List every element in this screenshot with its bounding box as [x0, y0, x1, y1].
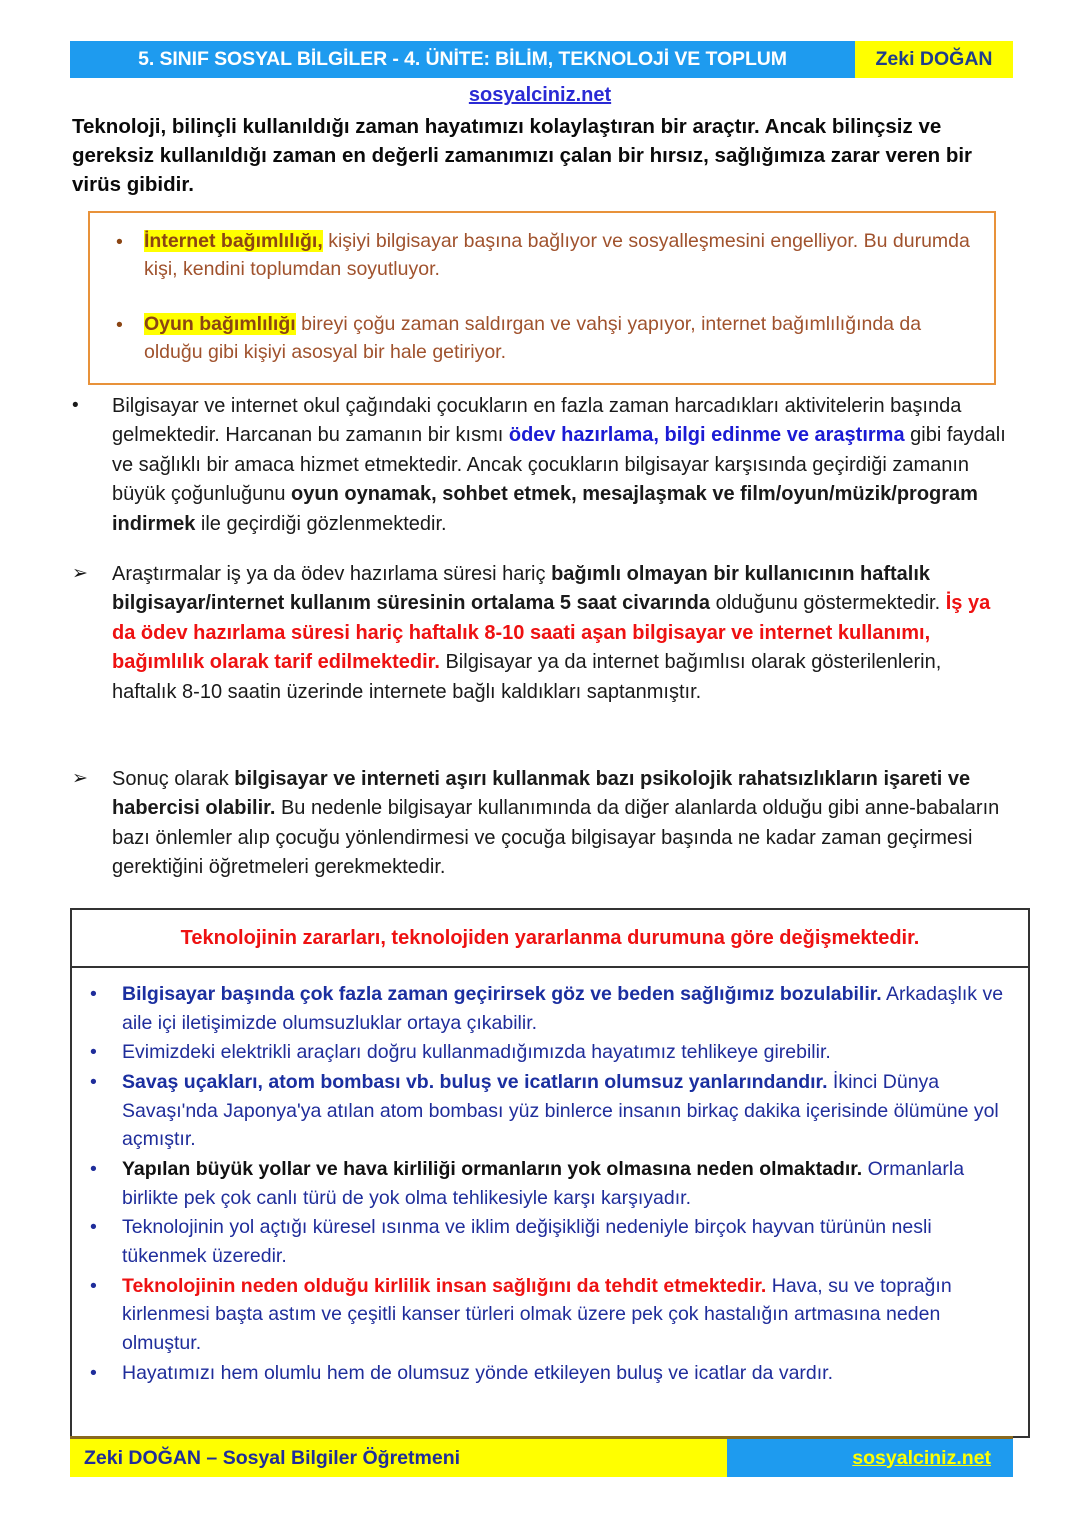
text-segment: ile geçirdiği gözlenmektedir. — [195, 512, 447, 535]
list-item — [100, 227, 976, 284]
list-item — [78, 1038, 1014, 1067]
list-item-text: bireyi çoğu zaman saldırgan ve vahşi yapıyor, internet bağımlılığında da olduğu gibi kişiyi asosyal bir hale getiriyor. — [144, 312, 922, 364]
addiction-list — [100, 227, 976, 367]
text-segment: Teknolojinin yol açtığı küresel ısınma ve iklim değişikliği nedeniyle birçok hayvan türünün nesli tükenmek üzeredir. — [122, 1216, 932, 1267]
text-segment-bold: bağımlı olmayan bir kullanıcının haftalık bilgisayar/internet kullanım süresinin ortalama 5 saat civarında — [112, 563, 931, 615]
paragraph-body — [112, 765, 1010, 883]
arrow-bullet-icon: ➢ — [72, 563, 88, 584]
harms-table-body — [72, 968, 1028, 1436]
text-segment-bold: Bilgisayar başında çok fazla zaman geçirirsek göz ve beden sağlığımız bozulabilir. — [122, 983, 882, 1005]
page-title: 5. SINIF SOSYAL BİLGİLER - 4. ÜNİTE: BİLİM, TEKNOLOJİ VE TOPLUM — [70, 41, 855, 78]
bullet-icon: • — [90, 1361, 97, 1384]
text-segment: Bu nedenle bilgisayar kullanımında da diğer alanlarda olduğu gibi anne-babaların bazı önlemler alıp çocuğu yönlendirmesi ve çocuğa bilgisayar başında ne kadar zaman geçirmesi gerektiğini öğretmeleri gerekmektedir. — [112, 797, 1000, 879]
text-segment-blue: ödev hazırlama, bilgi edinme ve araştırma — [508, 424, 905, 447]
arrow-bullet-icon: ➢ — [72, 768, 88, 789]
paragraph-block-3 — [72, 765, 1010, 883]
text-segment: Hava, su ve toprağın kirlenmesi başta astım ve çeşitli kanser türleri olmak üzere pek çok hastalığın artmasına neden olmuştur. — [122, 1274, 952, 1354]
bullet-icon: • — [90, 1041, 97, 1064]
site-link-top[interactable]: sosyalciniz.net — [468, 84, 612, 106]
text-segment-red: İş ya da ödev hazırlama süresi hariç haftalık 8-10 saati aşan bilgisayar ve internet kullanımı, bağımlılık olarak tarif edilmektedir. — [112, 592, 991, 674]
paragraph-body — [112, 560, 1010, 707]
text-segment: Ormanlarla birlikte pek çok canlı türü de yok olma tehlikesiyle karşı karşıyadır. — [122, 1157, 965, 1209]
intro-paragraph: Teknoloji, bilinçli kullanıldığı zaman hayatımızı kolaylaştıran bir araçtır. Ancak bilinçsiz ve gereksiz kullanıldığı zaman en değerli zamanımızı çalan bir hırsız, sağlığımıza zarar veren bir virüs gibidir. — [72, 115, 973, 197]
list-item — [78, 1155, 1014, 1212]
list-item — [78, 980, 1014, 1037]
list-item — [78, 1068, 1014, 1154]
text-segment: Hayatımızı hem olumlu hem de olumsuz yönde etkileyen buluş ve icatlar da vardır. — [122, 1361, 834, 1384]
text-segment: Sonuç olarak — [112, 768, 235, 790]
bullet-icon: • — [116, 231, 123, 253]
footer-band — [70, 1436, 1013, 1477]
paragraph-block-1 — [72, 392, 1010, 539]
text-segment: Arkadaşlık ve aile içi iletişimizde olumsuzluklar ortaya çıkabilir. — [122, 983, 1004, 1034]
bullet-icon: • — [90, 1274, 97, 1297]
text-segment-bold: oyun oynamak, sohbet etmek, mesajlaşmak ve film/oyun/müzik/program indirmek — [112, 483, 978, 535]
text-segment-bold-black: Yapılan büyük yollar ve hava kirliliği ormanların yok olmasına neden olmaktadır. — [122, 1157, 863, 1180]
text-segment: İkinci Dünya Savaşı'nda Japonya'ya atılan atom bombası yüz binlerce insanın birkaç dakika içerisinde ölümüne yol açmıştır. — [122, 1070, 999, 1151]
list-item — [78, 1213, 1014, 1270]
highlighted-term: İnternet bağımlılığı, — [144, 230, 323, 252]
header-band — [70, 41, 1013, 78]
text-segment: olduğunu göstermektedir. — [710, 592, 946, 615]
addiction-callout-box — [88, 211, 996, 385]
text-segment: Bilgisayar ya da internet bağımlısı olarak gösterilenlerin, haftalık 8-10 saatin üzerinde internete bağlı kaldıkları saptanmıştır. — [112, 651, 942, 703]
bullet-icon: • — [90, 1157, 97, 1180]
harms-table-heading: Teknolojinin zararları, teknolojiden yararlanma durumuna göre değişmektedir. — [180, 926, 920, 949]
harms-table-heading-row — [72, 910, 1028, 968]
paragraph-block-2 — [72, 560, 1010, 707]
footer-site-link[interactable]: sosyalciniz.net — [852, 1446, 991, 1469]
text-segment: Bilgisayar ve internet okul çağındaki çocukların en fazla zaman harcadıkları aktivitelerin başında gelmektedir. Harcanan bu zamanın bir kısmı — [112, 395, 962, 447]
bullet-icon: • — [90, 1070, 97, 1093]
text-segment-bold: Savaş uçakları, atom bombası vb. buluş ve icatların olumsuz yanlarındandır. — [122, 1070, 828, 1093]
list-item — [78, 1272, 1014, 1358]
harms-table — [70, 908, 1030, 1438]
list-item — [100, 310, 976, 367]
text-segment-red: Teknolojinin neden olduğu kirlilik insan sağlığını da tehdit etmektedir. — [122, 1274, 767, 1297]
text-segment: Araştırmalar iş ya da ödev hazırlama süresi hariç — [112, 563, 552, 585]
text-segment: gibi faydalı ve sağlıklı bir amaca hizmet etmektedir. Ancak çocukların bilgisayar karşısında geçirdiği zamanın büyük çoğunluğunu — [112, 424, 1006, 506]
author-badge: Zeki DOĞAN — [855, 41, 1013, 78]
bullet-icon: • — [90, 1216, 97, 1239]
footer-site-link-wrap[interactable] — [727, 1439, 1013, 1477]
list-item-text: kişiyi bilgisayar başına bağlıyor ve sosyalleşmesini engelliyor. Bu durumda kişi, kendini toplumdan soyutluyor. — [144, 230, 970, 281]
highlighted-term: Oyun bağımlılığı — [144, 312, 296, 335]
bullet-icon: • — [116, 313, 123, 336]
text-segment: Evimizdeki elektrikli araçları doğru kullanmadığımızda hayatımız tehlikeye girebilir. — [122, 1041, 831, 1064]
footer-author: Zeki DOĞAN – Sosyal Bilgiler Öğretmeni — [70, 1439, 727, 1477]
harms-list — [78, 980, 1014, 1387]
list-item — [78, 1359, 1014, 1388]
bullet-icon: • — [72, 395, 79, 416]
text-segment-bold: bilgisayar ve interneti aşırı kullanmak bazı psikolojik rahatsızlıkların işareti ve habercisi olabilir. — [112, 768, 971, 820]
paragraph-body — [112, 392, 1010, 539]
bullet-icon: • — [90, 983, 97, 1005]
